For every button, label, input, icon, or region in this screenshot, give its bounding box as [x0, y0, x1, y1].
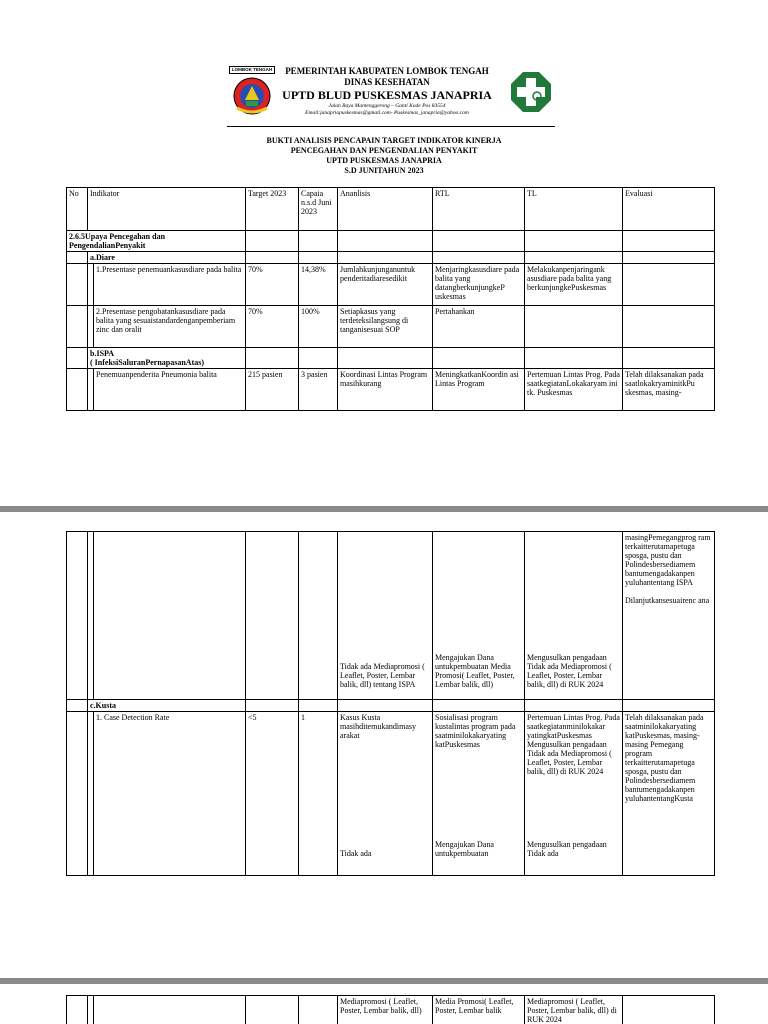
evaluasi-cell: [623, 264, 715, 306]
evaluasi-cell: Telah dilaksanakan pada saatminilokakaryating katPuskesmas, masing-masing Pemegang program terkaitterutamapetuga sposga, pustu dan Polindesbersediamem bantumengadakanpen yuluhantentangKusta: [623, 712, 715, 876]
capaian-cell: 1: [299, 712, 338, 876]
capaian-cell: 3 pasien: [299, 369, 338, 411]
header-indikator: Indikator: [88, 188, 246, 231]
analisis-text: Kasus Kusta masihditemukandimasy arakat: [340, 713, 416, 740]
document-page-3: [0, 984, 768, 1024]
rtl-cell: Menjaringkasusdiare pada balita yang datangberkunjungkeP uskesmas: [433, 264, 525, 306]
letterhead: [227, 64, 555, 127]
title-line-4: S.D JUNITAHUN 2023: [344, 166, 424, 175]
target-cell: 70%: [246, 306, 299, 348]
target-cell: 70%: [246, 264, 299, 306]
logo-caption: LOMBOK TENGAH: [229, 66, 275, 74]
capaian-cell: 14,38%: [299, 264, 338, 306]
subsection-kusta: c.Kusta: [88, 700, 246, 712]
analisis-cell: Setiapkasus yang terdeteksilangsung di tanganisesuai SOP: [338, 306, 433, 348]
section-row: [67, 231, 715, 252]
evaluasi-text: masingPemegangprog ram terkaitterutamapetuga sposga, pustu dan Polindesbersediamem bantumengadakanpen yuluhantentang ISPA: [625, 533, 711, 587]
tl-text: Pertemuan Lintas Prog. Pada saatkegiatanminilokakar yatingkatPuskesmas Mengusulkan pengadaan Tidak ada Mediapromosi ( Leaflet, Poster, Lembar balik, dll) di RUK 2024: [527, 713, 620, 776]
tl-cell: [525, 712, 623, 876]
table-row: [67, 532, 715, 700]
rtl-cell: MeningkatkanKoordin asi Lintas Program: [433, 369, 525, 411]
ispa-title: b.ISPA: [90, 349, 115, 358]
header-analisis: Ananlisis: [338, 188, 433, 231]
rtl-cell: Media Promosi( Leaflet, Poster, Lembar balik: [433, 996, 525, 1024]
tl-cell: Pertemuan Lintas Prog. Pada saatkegiatanLokakaryam ini tk. Puskesmas: [525, 369, 623, 411]
government-name: PEMERINTAH KABUPATEN LOMBOK TENGAH: [285, 66, 489, 76]
target-cell: <5: [246, 712, 299, 876]
analisis-text-2: Tidak ada: [340, 849, 372, 858]
indikator-cell: 2.Presentase pengobatankasusdiare pada balita yang sesuaistandardenganpemberiam zinc dan oralit: [94, 306, 246, 348]
subsection-diare: a.Diare: [88, 252, 246, 264]
indikator-cell: Penemuanpenderita Pneumonia balita: [94, 369, 246, 411]
analisis-cell: Jumlahkunjunganuntuk penderitadiaresedikit: [338, 264, 433, 306]
capaian-cell: 100%: [299, 306, 338, 348]
ispa-subtitle: ( InfeksiSaluranPernapasanAtas): [90, 358, 205, 367]
evaluasi-cell: [623, 306, 715, 348]
header-target: Target 2023: [246, 188, 299, 231]
subsection-row-ispa: [67, 348, 715, 369]
document-page-2: [0, 512, 768, 978]
header-tl: TL: [525, 188, 623, 231]
indicator-table-page-2: [66, 531, 715, 876]
header-evaluasi: Evaluasi: [623, 188, 715, 231]
target-cell: 215 pasien: [246, 369, 299, 411]
letterhead-text: [277, 66, 497, 117]
title-line-2: PENCEGAHAN DAN PENGENDALIAN PENYAKIT: [290, 146, 478, 155]
rtl-text: Sosialisasi program kustalintas program pada saatminilokakaryating katPuskesmas: [435, 713, 516, 749]
title-line-3: UPTD PUSKESMAS JANAPRIA: [326, 156, 442, 165]
indicator-table-page-3: [66, 995, 715, 1024]
table-row: [67, 996, 715, 1024]
evaluasi-cell: [623, 532, 715, 700]
title-line-1: BUKTI ANALISIS PENCAPAIN TARGET INDIKATOR KINERJA: [266, 136, 502, 145]
address: Jalan Raya Mantenggerong – Ganti Kode Pos 83554: [328, 103, 446, 109]
tl-cell: Melakukanpenjaringank asusdiare pada balita yang berkunjungkePuskesmas: [525, 264, 623, 306]
header-capaian: Capaia n.s.d Juni 2023: [299, 188, 338, 231]
table-row: [67, 306, 715, 348]
email: Email:janapriapuskesmas@gmail.com- Puskesmas_janapria@yahoo.com: [305, 110, 469, 116]
document-page-1: [0, 0, 768, 506]
subsection-ispa: [88, 348, 246, 369]
section-title: 2.6.5Upaya Pencegahan dan PengendalianPenyakit: [67, 231, 246, 252]
indikator-cell: 1. Case Detection Rate: [94, 712, 246, 876]
indicator-table-page-1: [66, 187, 715, 411]
rtl-text-2: Mengajukan Dana untukpembuatan: [435, 840, 494, 858]
tl-cell: Mediapromosi ( Leaflet, Poster, Lembar balik, dll) di RUK 2024: [525, 996, 623, 1024]
evaluasi-cell: Telah dilaksanakan pada saatlokakryaminitkPu skesmas, masing-: [623, 369, 715, 411]
analisis-cell: Mediapromosi ( Leaflet, Poster, Lembar balik, dll): [338, 996, 433, 1024]
regency-emblem-icon: [229, 74, 275, 118]
rtl-cell: Pertahankan: [433, 306, 525, 348]
table-row: [67, 264, 715, 306]
table-row: [67, 712, 715, 876]
tl-text-2: Mengusulkan pengadaan Tidak ada: [527, 840, 607, 858]
analisis-cell: Koordinasi Lintas Program masihkurang: [338, 369, 433, 411]
analisis-cell: Tidak ada Mediapromosi ( Leaflet, Poster, Lembar balik, dll) tentang ISPA: [338, 532, 433, 700]
puskesmas-name: UPTD BLUD PUSKESMAS JANAPRIA: [282, 88, 492, 102]
lombok-tengah-logo: [229, 66, 275, 118]
table-header-row: [67, 188, 715, 231]
subsection-row-diare: [67, 252, 715, 264]
header-no: No: [67, 188, 88, 231]
document-title: [0, 136, 768, 176]
tl-cell: Mengusulkan pengadaan Tidak ada Mediapromosi ( Leaflet, Poster, Lembar balik, dll) di RUK 2024: [525, 532, 623, 700]
puskesmas-cross-logo: [509, 70, 553, 114]
subsection-row-kusta: [67, 700, 715, 712]
rtl-cell: Mengajukan Dana untukpembuatan Media Promosi( Leaflet, Poster, Lembar balik, dll): [433, 532, 525, 700]
health-cross-icon: [509, 70, 553, 114]
indikator-cell: 1.Presentase penemuankasusdiare pada balita: [94, 264, 246, 306]
tl-cell: [525, 306, 623, 348]
table-row: [67, 369, 715, 411]
department-name: DINAS KESEHATAN: [344, 77, 430, 87]
evaluasi-followup: Dilanjutkansesuairenc ana: [625, 596, 710, 605]
rtl-cell: [433, 712, 525, 876]
analisis-cell: [338, 712, 433, 876]
header-rtl: RTL: [433, 188, 525, 231]
